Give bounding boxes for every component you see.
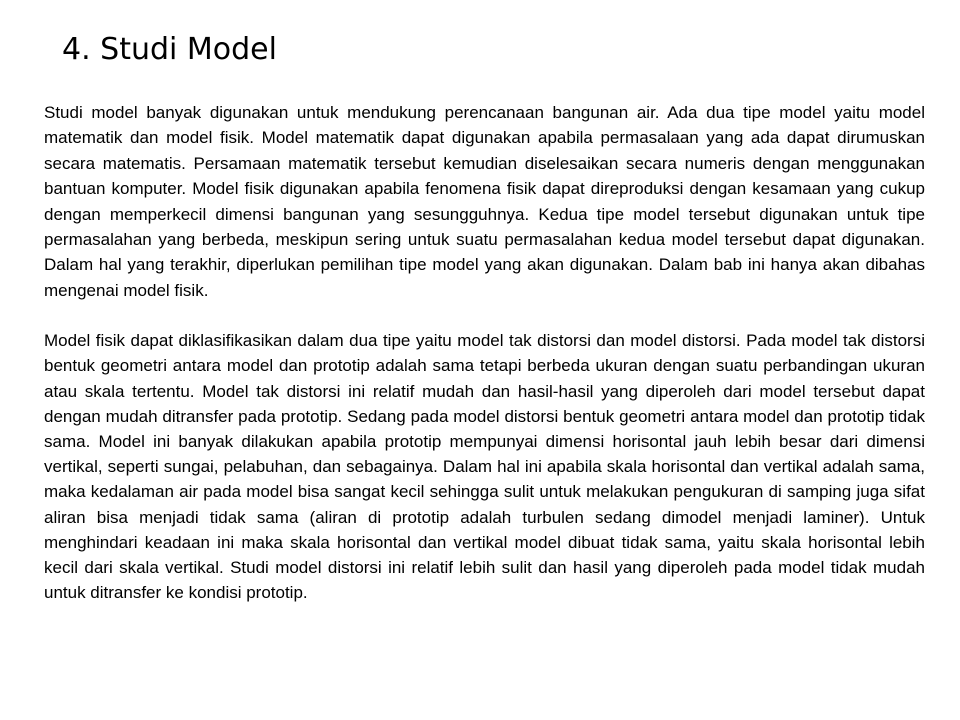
slide-title: 4. Studi Model <box>62 32 277 67</box>
slide-body <box>44 100 925 605</box>
paragraph-intro: Studi model banyak digunakan untuk mendukung perencanaan bangunan air. Ada dua tipe model yaitu model matematik dan model fisik. Model matematik dapat digunakan apabila permasalaan yang ada dapat dirumuskan secara matematis. Persamaan matematik tersebut kemudian diselesaikan secara numeris dengan menggunakan bantuan komputer. Model fisik digunakan apabila fenomena fisik dapat direproduksi dengan kesamaan yang cukup dengan memperkecil dimensi bangunan yang sesungguhnya. Kedua tipe model tersebut digunakan untuk tipe permasalahan yang berbeda, meskipun sering untuk suatu permasalahan kedua model tersebut dapat digunakan. Dalam hal yang terakhir, diperlukan pemilihan tipe model yang akan digunakan. Dalam bab ini hanya akan dibahas mengenai model fisik. <box>44 103 925 300</box>
paragraph-physical-model: Model fisik dapat diklasifikasikan dalam dua tipe yaitu model tak distorsi dan model distorsi. Pada model tak distorsi bentuk geometri antara model dan prototip adalah sama tetapi berbeda ukuran dengan suatu perbandingan ukuran atau skala tertentu. Model tak distorsi ini relatif mudah dan hasil-hasil yang diperoleh dari model tersebut dapat dengan mudah ditransfer pada prototip. Sedang pada model distorsi bentuk geometri antara model dan prototip tidak sama. Model ini banyak dilakukan apabila prototip mempunyai dimensi horisontal jauh lebih besar dari dimensi vertikal, seperti sungai, pelabuhan, dan sebagainya. Dalam hal ini apabila skala horisontal dan vertikal adalah sama, maka kedalaman air pada model bisa sangat kecil sehingga sulit untuk melakukan pengukuran di samping juga sifat aliran bisa menjadi tidak sama (aliran di prototip adalah turbulen sedang dimodel menjadi laminer). Untuk menghindari keadaan ini maka skala horisontal dan vertikal model dibuat tidak sama, yaitu skala horisontal lebih kecil dari skala vertikal. Studi model distorsi ini relatif lebih sulit dan hasil yang diperoleh pada model tidak mudah untuk ditransfer ke kondisi prototip. <box>44 331 925 603</box>
